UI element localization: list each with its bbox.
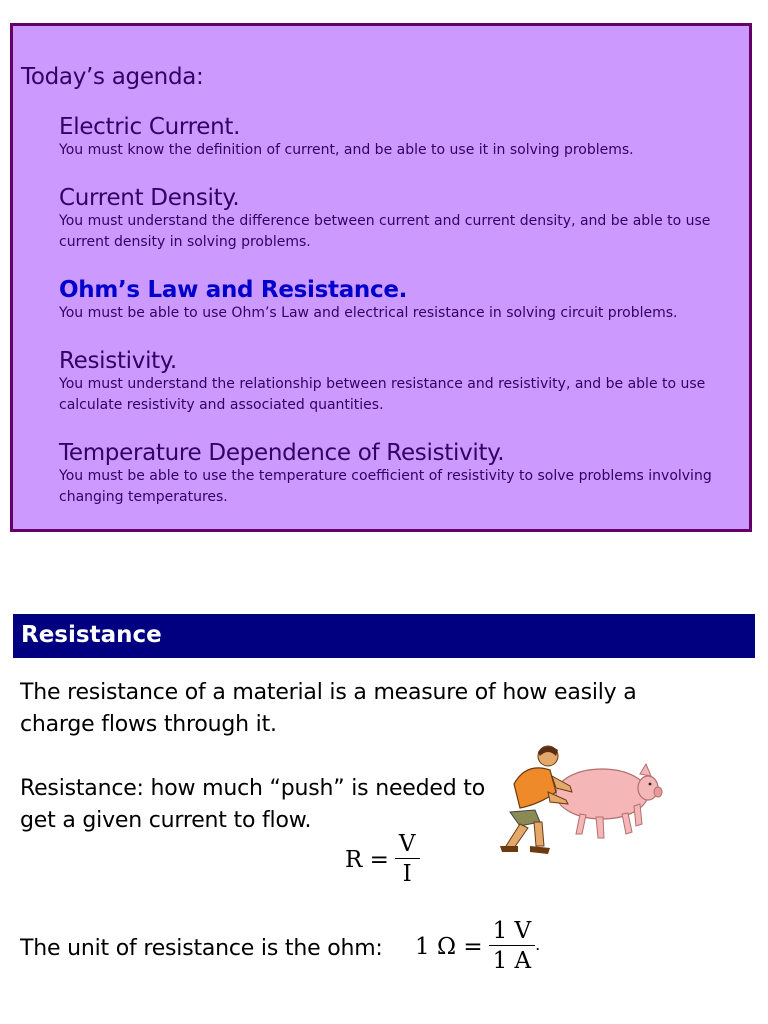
agenda-item-desc: You must be able to use the temperature coefficient of resistivity to solve problems involving changing temperatures.: [59, 468, 712, 505]
fraction-denominator: 1 A: [492, 948, 532, 974]
agenda-item-electric-current: [59, 114, 739, 161]
formula-lhs: R =: [345, 846, 389, 873]
agenda-item-resistivity: [59, 348, 739, 416]
agenda-item-current-density: [59, 185, 739, 253]
fraction-denominator: I: [402, 861, 412, 887]
agenda-item-desc: You must know the definition of current, and be able to use it in solving problems.: [59, 142, 634, 158]
slide-header-bar: [13, 614, 755, 658]
fraction-numerator: 1 V: [489, 917, 536, 946]
formula-tail: .: [535, 935, 541, 954]
agenda-item-title-current: Ohm’s Law and Resistance.: [59, 277, 408, 303]
fraction-numerator: V: [395, 830, 420, 859]
agenda-item-desc: You must be able to use Ohm’s Law and electrical resistance in solving circuit problems.: [59, 305, 678, 321]
agenda-title: Today’s agenda:: [21, 64, 204, 90]
agenda-item-desc: You must understand the relationship between resistance and resistivity, and be able to use calculate resistivity and associated quantities.: [59, 376, 706, 413]
formula-lhs: 1 Ω =: [415, 933, 483, 960]
agenda-item-title: Temperature Dependence of Resistivity.: [59, 440, 505, 466]
resistance-definition: The resistance of a material is a measure of how easily a charge flows through it.: [20, 680, 637, 737]
fraction: [395, 830, 420, 889]
slide-heading: Resistance: [21, 622, 162, 648]
resistance-push-text: Resistance: how much “push” is needed to get a given current to flow.: [20, 776, 485, 833]
person-pushing-pig-illustration: [500, 742, 665, 860]
ohm-unit-formula: [415, 917, 540, 976]
unit-of-resistance-text: The unit of resistance is the ohm:: [20, 936, 383, 961]
agenda-box: [10, 23, 752, 532]
fraction: [489, 917, 536, 976]
agenda-item-title: Current Density.: [59, 185, 240, 211]
agenda-item-title: Electric Current.: [59, 114, 241, 140]
ohms-law-formula: [345, 830, 420, 889]
agenda-item-temperature-dependence: [59, 440, 739, 508]
agenda-item-ohms-law: [59, 277, 739, 324]
agenda-item-title: Resistivity.: [59, 348, 177, 374]
agenda-item-desc: You must understand the difference between current and current density, and be able to use current density in solving problems.: [59, 213, 711, 250]
